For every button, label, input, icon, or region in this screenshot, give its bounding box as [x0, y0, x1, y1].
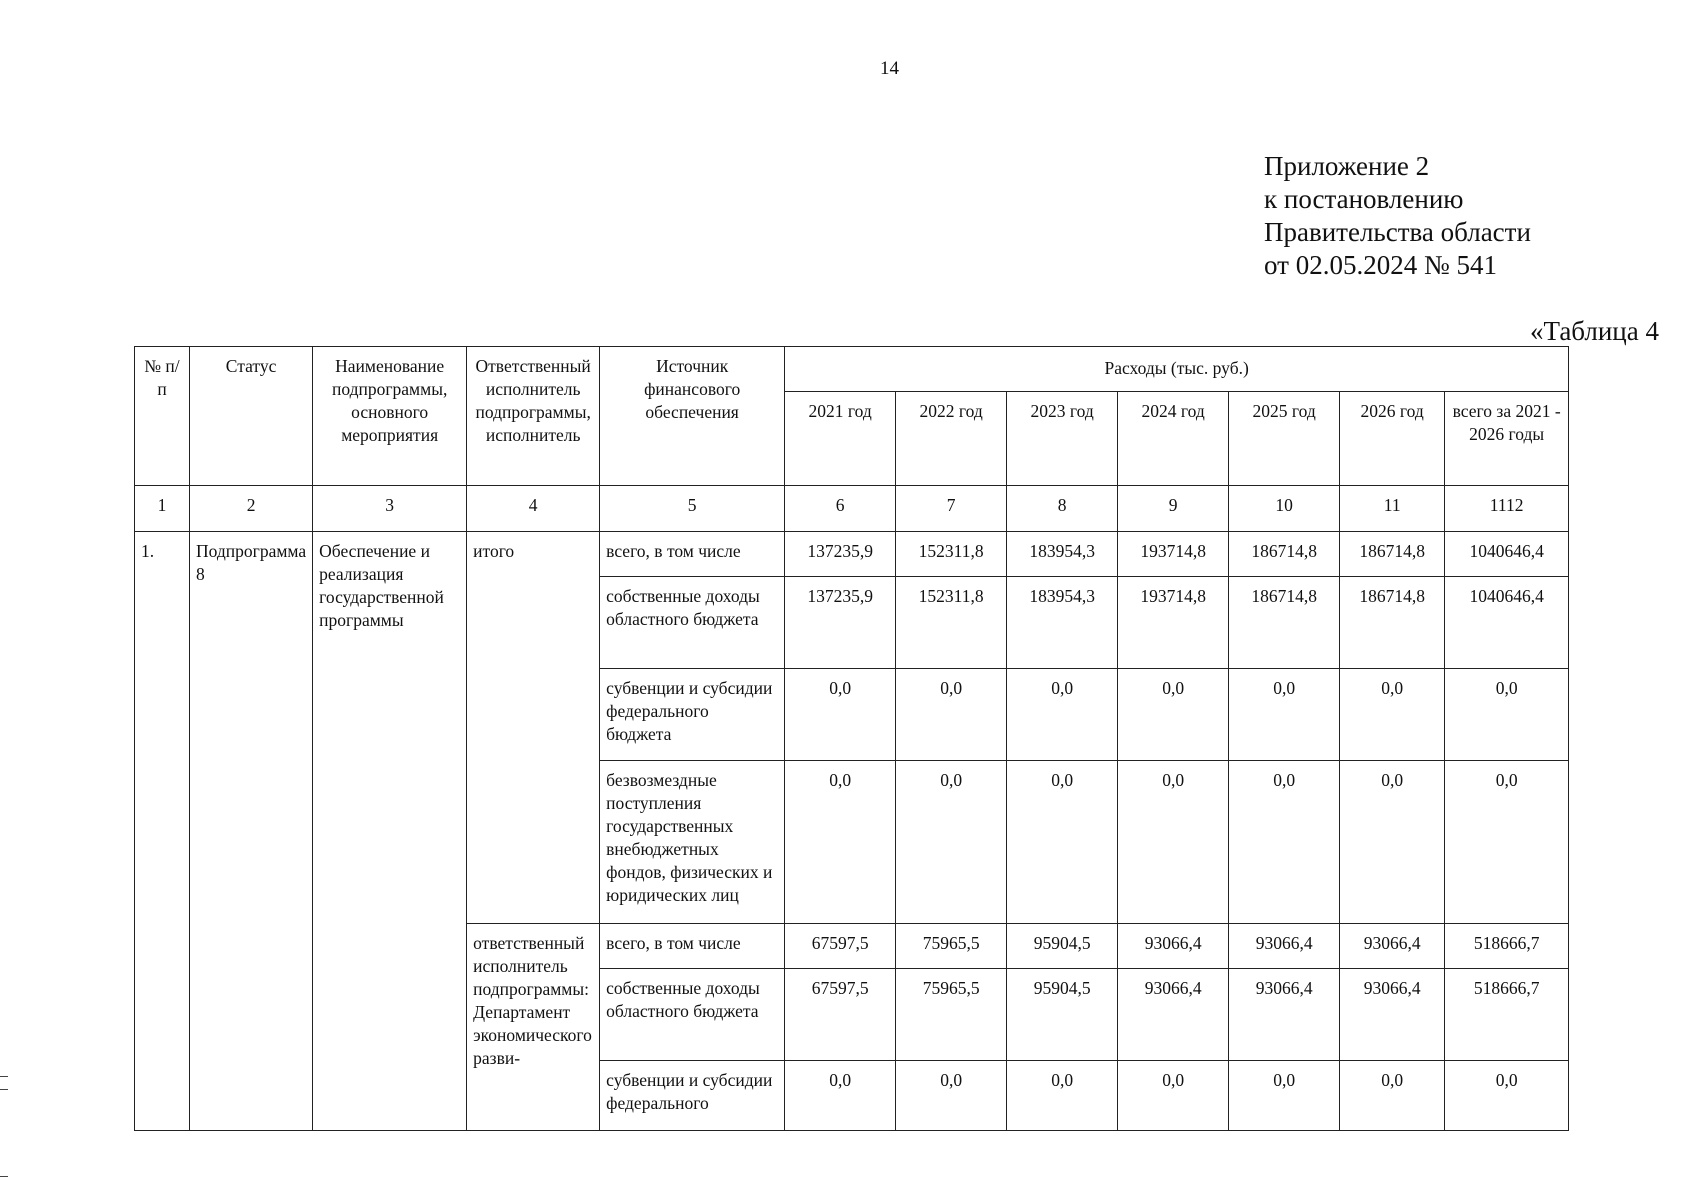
value-cell: 95904,5 [1007, 924, 1118, 969]
value-cell: 0,0 [1340, 1061, 1445, 1131]
value-cell: 93066,4 [1118, 969, 1229, 1061]
value-cell: 518666,7 [1445, 924, 1569, 969]
value-cell: 0,0 [1445, 761, 1569, 924]
value-cell: 75965,5 [896, 969, 1007, 1061]
header-year: 2025 год [1229, 392, 1340, 486]
header-no: № п/п [135, 347, 190, 486]
header-executor: Ответственный исполнитель подпрограммы, исполнитель [467, 347, 600, 486]
value-cell: 1040646,4 [1445, 577, 1569, 669]
value-cell: 0,0 [1445, 1061, 1569, 1131]
appendix-header [1264, 150, 1531, 282]
value-cell: 186714,8 [1229, 577, 1340, 669]
value-cell: 152311,8 [896, 577, 1007, 669]
row-source: всего, в том числе [600, 924, 785, 969]
column-number: 10 [1229, 486, 1340, 532]
header-total: всего за 2021 - 2026 годы [1445, 392, 1569, 486]
value-cell: 0,0 [1118, 669, 1229, 761]
header-year: 2026 год [1340, 392, 1445, 486]
value-cell: 193714,8 [1118, 577, 1229, 669]
value-cell: 93066,4 [1340, 924, 1445, 969]
column-number: 7 [896, 486, 1007, 532]
value-cell: 0,0 [1229, 669, 1340, 761]
value-cell: 186714,8 [1229, 532, 1340, 577]
header-status: Статус [190, 347, 313, 486]
row-status: Подпрограмма 8 [190, 532, 313, 1131]
value-cell: 0,0 [785, 761, 896, 924]
value-cell: 518666,7 [1445, 969, 1569, 1061]
value-cell: 0,0 [785, 669, 896, 761]
column-number: 11 [1340, 486, 1445, 532]
row-source: субвенции и субсидии федерального бюджета [600, 669, 785, 761]
header-year: 2023 год [1007, 392, 1118, 486]
value-cell: 0,0 [1229, 761, 1340, 924]
page-number: 14 [880, 58, 899, 79]
value-cell: 0,0 [1118, 1061, 1229, 1131]
row-executor: итого [467, 532, 600, 924]
column-number: 9 [1118, 486, 1229, 532]
value-cell: 1040646,4 [1445, 532, 1569, 577]
value-cell: 75965,5 [896, 924, 1007, 969]
column-number-row [135, 486, 1569, 532]
value-cell: 0,0 [896, 1061, 1007, 1131]
value-cell: 186714,8 [1340, 577, 1445, 669]
column-number: 1 [135, 486, 190, 532]
value-cell: 0,0 [785, 1061, 896, 1131]
table-label: «Таблица 4 [1530, 316, 1659, 346]
value-cell: 93066,4 [1229, 969, 1340, 1061]
column-number: 8 [1007, 486, 1118, 532]
row-number: 1. [135, 532, 190, 1131]
value-cell: 93066,4 [1118, 924, 1229, 969]
header-year: 2024 год [1118, 392, 1229, 486]
header-year: 2021 год [785, 392, 896, 486]
value-cell: 193714,8 [1118, 532, 1229, 577]
row-source: собственные доходы областного бюджета [600, 577, 785, 669]
value-cell: 0,0 [1007, 761, 1118, 924]
value-cell: 93066,4 [1229, 924, 1340, 969]
scan-edge-mark [0, 1076, 8, 1090]
value-cell: 95904,5 [1007, 969, 1118, 1061]
value-cell: 67597,5 [785, 969, 896, 1061]
row-source: безвозмездные поступления государственных внебюджетных фондов, физических и юридических лиц [600, 761, 785, 924]
row-source: субвенции и субсидии федерального [600, 1061, 785, 1131]
value-cell: 93066,4 [1340, 969, 1445, 1061]
value-cell: 137235,9 [785, 577, 896, 669]
header-name: Наименование подпрограммы, основного мероприятия [313, 347, 467, 486]
value-cell: 67597,5 [785, 924, 896, 969]
value-cell: 0,0 [1118, 761, 1229, 924]
header-expenses: Расходы (тыс. руб.) [785, 347, 1569, 392]
value-cell: 0,0 [1007, 669, 1118, 761]
value-cell: 0,0 [896, 761, 1007, 924]
column-number: 6 [785, 486, 896, 532]
value-cell: 0,0 [1007, 1061, 1118, 1131]
header-source: Источник финансового обеспечения [600, 347, 785, 486]
column-number: 2 [190, 486, 313, 532]
row-executor: ответственный исполнитель подпрограммы: Департамент экономического разви- [467, 924, 600, 1131]
column-number: 4 [467, 486, 600, 532]
value-cell: 183954,3 [1007, 577, 1118, 669]
value-cell: 152311,8 [896, 532, 1007, 577]
row-source: собственные доходы областного бюджета [600, 969, 785, 1061]
value-cell: 0,0 [1340, 669, 1445, 761]
row-subprogram-name: Обеспечение и реализация государственной программы [313, 532, 467, 1131]
appendix-line: к постановлению [1264, 184, 1464, 214]
value-cell: 186714,8 [1340, 532, 1445, 577]
column-number: 3 [313, 486, 467, 532]
value-cell: 0,0 [1229, 1061, 1340, 1131]
column-number: 5 [600, 486, 785, 532]
table-row [135, 532, 1569, 577]
finance-table [134, 346, 1569, 1131]
column-number: 1112 [1445, 486, 1569, 532]
appendix-line: Приложение 2 [1264, 151, 1430, 181]
header-year: 2022 год [896, 392, 1007, 486]
scan-edge-mark [0, 1176, 8, 1177]
row-source: всего, в том числе [600, 532, 785, 577]
value-cell: 183954,3 [1007, 532, 1118, 577]
value-cell: 0,0 [1445, 669, 1569, 761]
appendix-line: Правительства области [1264, 217, 1531, 247]
value-cell: 0,0 [896, 669, 1007, 761]
appendix-line: от 02.05.2024 № 541 [1264, 250, 1497, 280]
value-cell: 137235,9 [785, 532, 896, 577]
value-cell: 0,0 [1340, 761, 1445, 924]
